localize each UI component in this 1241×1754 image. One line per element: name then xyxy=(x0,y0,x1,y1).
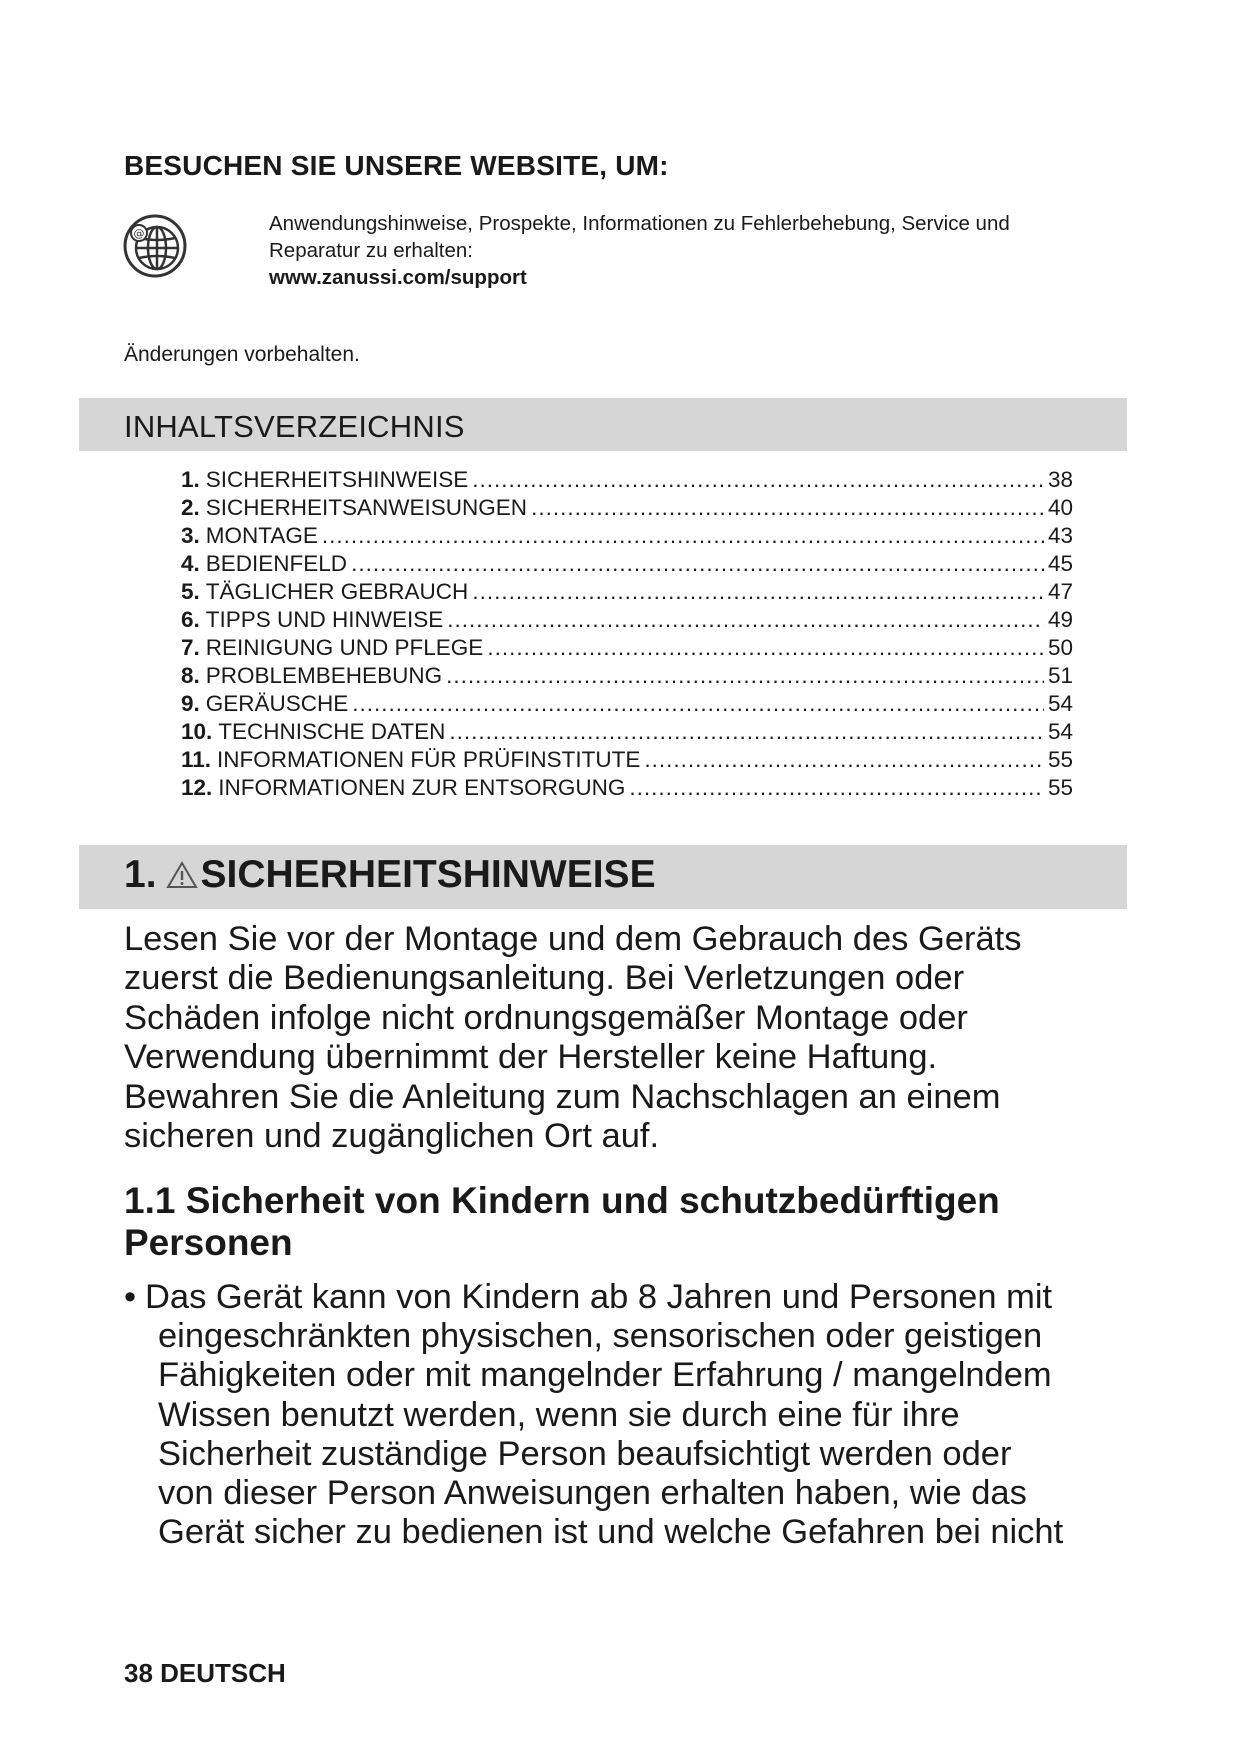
toc-item[interactable] xyxy=(181,662,1073,690)
toc-item[interactable] xyxy=(181,522,1073,550)
intro-line: zuerst die Bedienungsanleitung. Bei Verletzungen oder xyxy=(124,959,965,998)
toc-item-leader xyxy=(472,578,1044,606)
svg-text:@: @ xyxy=(133,227,145,240)
toc-item-number: 5. xyxy=(181,579,200,604)
toc-item-page: 51 xyxy=(1047,663,1073,688)
toc-item-number: 11. xyxy=(181,747,212,772)
toc-item-label: SICHERHEITSHINWEISE xyxy=(205,467,469,492)
toc-item-page: 50 xyxy=(1047,635,1073,660)
toc-item[interactable] xyxy=(181,466,1073,494)
intro-line: Bewahren Sie die Anleitung zum Nachschlagen an einem xyxy=(124,1077,1001,1116)
bullet-line: von dieser Person Anweisungen erhalten haben, wie das xyxy=(158,1474,1027,1513)
toc-item-page: 47 xyxy=(1047,579,1073,604)
intro-line: Schäden infolge nicht ordnungsgemäßer Montage oder xyxy=(124,998,968,1037)
toc-item-page: 55 xyxy=(1047,747,1073,772)
toc-item-leader xyxy=(449,718,1044,746)
toc-item-label: TECHNISCHE DATEN xyxy=(218,719,446,744)
toc-item-label: BEDIENFELD xyxy=(205,551,348,576)
toc-title: INHALTSVERZEICHNIS xyxy=(124,409,465,444)
section1-title: SICHERHEITSHINWEISE xyxy=(200,853,656,896)
toc-item-label: GERÄUSCHE xyxy=(205,691,349,716)
toc-item[interactable] xyxy=(181,578,1073,606)
toc-item-page: 38 xyxy=(1047,467,1073,492)
bullet-line: Gerät sicher zu bedienen ist und welche Gefahren bei nicht xyxy=(158,1513,1064,1552)
toc-item-leader xyxy=(352,690,1044,718)
bullet-line: Das Gerät kann von Kindern ab 8 Jahren und Personen mit xyxy=(145,1278,1053,1316)
toc-item-number: 4. xyxy=(181,551,200,576)
bullet-line: eingeschränkten physischen, sensorischen oder geistigen xyxy=(158,1317,1043,1356)
bullet-marker: • xyxy=(124,1278,137,1316)
toc-item-number: 9. xyxy=(181,691,200,716)
bullet-item xyxy=(124,1278,1124,1552)
toc-item-label: PROBLEMBEHEBUNG xyxy=(205,663,443,688)
toc-item[interactable] xyxy=(181,774,1073,802)
toc-item[interactable] xyxy=(181,606,1073,634)
toc-item-label: TIPPS UND HINWEISE xyxy=(205,607,444,632)
toc-item-number: 3. xyxy=(181,523,200,548)
subsection-1-1-title xyxy=(124,1180,1114,1264)
toc-item-leader xyxy=(351,550,1044,578)
toc-item-leader xyxy=(629,774,1044,802)
section1-heading xyxy=(124,853,656,897)
page-footer: 38 DEUTSCH xyxy=(124,1658,286,1688)
toc-item-page: 40 xyxy=(1047,495,1073,520)
toc-item[interactable] xyxy=(181,690,1073,718)
toc-item-leader xyxy=(531,494,1044,522)
website-heading: BESUCHEN SIE UNSERE WEBSITE, UM: xyxy=(124,150,669,181)
intro-line: Verwendung übernimmt der Hersteller keine Haftung. xyxy=(124,1038,938,1077)
toc-item-leader xyxy=(446,662,1044,690)
bullet-line: Fähigkeiten oder mit mangelnder Erfahrung / mangelndem xyxy=(158,1356,1052,1395)
globe-icon xyxy=(122,213,188,279)
bullet-line: Sicherheit zuständige Person beaufsichtigt werden oder xyxy=(158,1434,1012,1473)
toc-item-number: 2. xyxy=(181,495,200,520)
toc-item-label: SICHERHEITSANWEISUNGEN xyxy=(205,495,528,520)
toc-item-page: 45 xyxy=(1047,551,1073,576)
toc-item-page: 55 xyxy=(1047,775,1073,800)
toc-item-leader xyxy=(472,466,1044,494)
toc-item[interactable] xyxy=(181,718,1073,746)
bullet-text xyxy=(145,1278,1124,1552)
toc-item-number: 12. xyxy=(181,775,213,800)
section1-number: 1. xyxy=(124,853,157,896)
toc-item-number: 1. xyxy=(181,467,200,492)
toc-list xyxy=(181,466,1073,802)
toc-item-label: INFORMATIONEN ZUR ENTSORGUNG xyxy=(218,775,626,800)
subsection-title-line1: 1.1 Sicherheit von Kindern und schutzbedürftigen xyxy=(124,1180,1000,1221)
toc-item-number: 10. xyxy=(181,719,213,744)
toc-item[interactable] xyxy=(181,746,1073,774)
toc-item-label: REINIGUNG UND PFLEGE xyxy=(205,635,484,660)
website-info-line1: Anwendungshinweise, Prospekte, Informationen zu Fehlerbehebung, Service und xyxy=(269,212,1010,235)
toc-item-leader xyxy=(322,522,1044,550)
section1-intro xyxy=(124,920,1114,1156)
toc-item-leader xyxy=(487,634,1044,662)
toc-item-page: 43 xyxy=(1047,523,1073,548)
toc-item-label: INFORMATIONEN FÜR PRÜFINSTITUTE xyxy=(217,747,641,772)
toc-item-number: 6. xyxy=(181,607,200,632)
toc-item-label: MONTAGE xyxy=(205,523,318,548)
toc-item-number: 7. xyxy=(181,635,200,660)
toc-item-label: TÄGLICHER GEBRAUCH xyxy=(205,579,469,604)
website-info xyxy=(269,210,1129,291)
toc-item[interactable] xyxy=(181,494,1073,522)
toc-item-number: 8. xyxy=(181,663,200,688)
toc-item-page: 54 xyxy=(1047,719,1073,744)
toc-item-page: 49 xyxy=(1047,607,1073,632)
subsection-title-line2: Personen xyxy=(124,1222,293,1263)
website-info-line2: Reparatur zu erhalten: xyxy=(269,239,473,262)
toc-item[interactable] xyxy=(181,550,1073,578)
toc-item[interactable] xyxy=(181,634,1073,662)
changes-note: Änderungen vorbehalten. xyxy=(124,343,360,366)
toc-item-leader xyxy=(644,746,1044,774)
website-url-link[interactable]: www.zanussi.com/support xyxy=(269,266,527,289)
intro-line: Lesen Sie vor der Montage und dem Gebrauch des Geräts xyxy=(124,920,1022,958)
bullet-line: Wissen benutzt werden, wenn sie durch eine für ihre xyxy=(158,1395,960,1434)
intro-line: sicheren und zugänglichen Ort auf. xyxy=(124,1117,660,1156)
warning-triangle-icon xyxy=(165,860,199,890)
toc-item-leader xyxy=(447,606,1044,634)
toc-item-page: 54 xyxy=(1047,691,1073,716)
